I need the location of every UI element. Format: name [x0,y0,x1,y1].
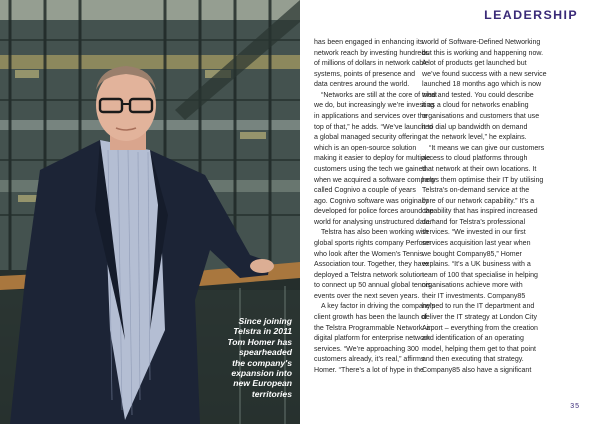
text-line: deliver the IT strategy at London City [422,314,538,322]
text-line: world for analysing unstructured data.” [314,218,434,226]
text-line: “It means we can give our customers [429,144,545,152]
text-line: of millions of dollars in network cable [314,60,429,68]
text-line: global sports rights company Perform [314,239,431,247]
text-line: “Networks are still at the core of what [321,91,437,99]
text-line: customers using the tech we gained [314,165,427,173]
text-line: organisations and customers that use [422,113,540,121]
text-line: making it easier to deploy for multiple [314,155,431,163]
text-line: Association tour. Together, they have [314,261,430,269]
text-line: model, helping them get to that point [422,345,536,353]
text-line: we’ve found success with a new service [422,70,547,78]
section-title: LEADERSHIP [484,8,578,22]
text-line: ago. Cognivo software was originally [314,197,429,205]
text-line: Telstra’s on-demand service at the [422,187,530,195]
text-line: developed for police forces around the [314,208,434,216]
page-number: 35 [570,403,580,410]
text-line: in applications and services over the [314,113,428,121]
text-line: world of Software-Defined Networking [422,39,541,46]
text-line: the Telstra Programmable Network: a [314,324,431,332]
text-line: events over the next seven years. [314,292,420,300]
text-line: deployed a Telstra network solution [314,271,424,279]
text-line: when we acquired a software company [314,176,436,184]
text-line: at the network level,” he explains. [422,134,527,142]
text-line: we do, but increasingly we’re investing [314,102,435,110]
text-line: A key factor in driving the company’s [321,303,436,311]
text-line: core of our network capability.” It’s a [422,197,535,205]
text-line: digital platform for enterprise network [314,335,430,343]
text-line: explains. “It’s a UK business with a [422,261,531,269]
text-line: services. “We’re approaching 300 [314,345,419,353]
text-line: helps them optimise their IT by utilising [422,176,544,184]
photo-caption [206,316,292,399]
text-line: network reach by investing hundreds [314,49,429,57]
text-line: customers already, it’s real,” affirms [314,356,425,364]
text-line: services acquisition last year when [422,239,531,247]
text-line: team of 100 that specialise in helping [422,271,538,279]
text-line: it to dial up bandwidth on demand [422,123,528,131]
text-line: services. “We invested in our first [422,229,526,237]
text-line: to connect up 50 annual global tennis [314,282,431,290]
caption-line: new European [233,378,292,389]
text-line: we bought Company85,” Homer [422,250,522,258]
text-line: demand for Telstra’s professional [422,218,526,226]
text-line: a global managed security offering [314,134,422,142]
caption-line: spearheaded [238,347,292,358]
caption-line: territories [251,388,292,399]
article-column-2 [422,38,580,377]
text-line: which is an open-source solution [314,144,417,152]
text-line: called Cognivo a couple of years [314,187,416,195]
text-line: it as a cloud for networks enabling [422,102,529,110]
text-line: access to cloud platforms through [422,155,528,163]
text-line: data centres around the world. [314,81,410,89]
text-line: systems, points of presence and [314,70,416,78]
text-line: Airport – everything from the creation [422,324,538,332]
text-line: Telstra has also been working with [321,229,429,237]
text-line: Homer. “There’s a lot of hype in the [314,366,424,374]
text-line: capability that has inspired increased [422,208,538,216]
text-line: client growth has been the launch of [314,314,427,322]
text-line: who look after the Women’s Tennis [314,250,423,258]
text-line: and then executing that strategy. [422,356,524,364]
text-line: but this is working and happening now. [422,49,544,57]
caption-line: Telstra in 2011 [233,326,292,337]
caption-line: the company's [232,357,292,368]
text-line: Company85 also have a significant [422,366,532,374]
caption-line: expansion into [231,368,292,379]
text-line: that network at their own locations. It [422,165,537,173]
text-line: launched 18 months ago which is now [422,81,542,89]
text-line: and identification of an operating [422,335,524,343]
text-line: organisations achieve more with [422,282,523,290]
caption-line: Since joining [238,316,292,326]
caption-line: Tom Homer has [227,336,292,347]
text-line: top of that,” he adds. “We’ve launched [314,123,433,131]
text-line: tried and tested. You could describe [422,91,534,99]
text-line: their IT investments. Company85 [422,292,526,300]
text-line: A lot of products get launched but [422,60,527,68]
text-line: helped to run the IT department and [422,303,535,311]
text-line: has been engaged in enhancing its [314,39,424,46]
